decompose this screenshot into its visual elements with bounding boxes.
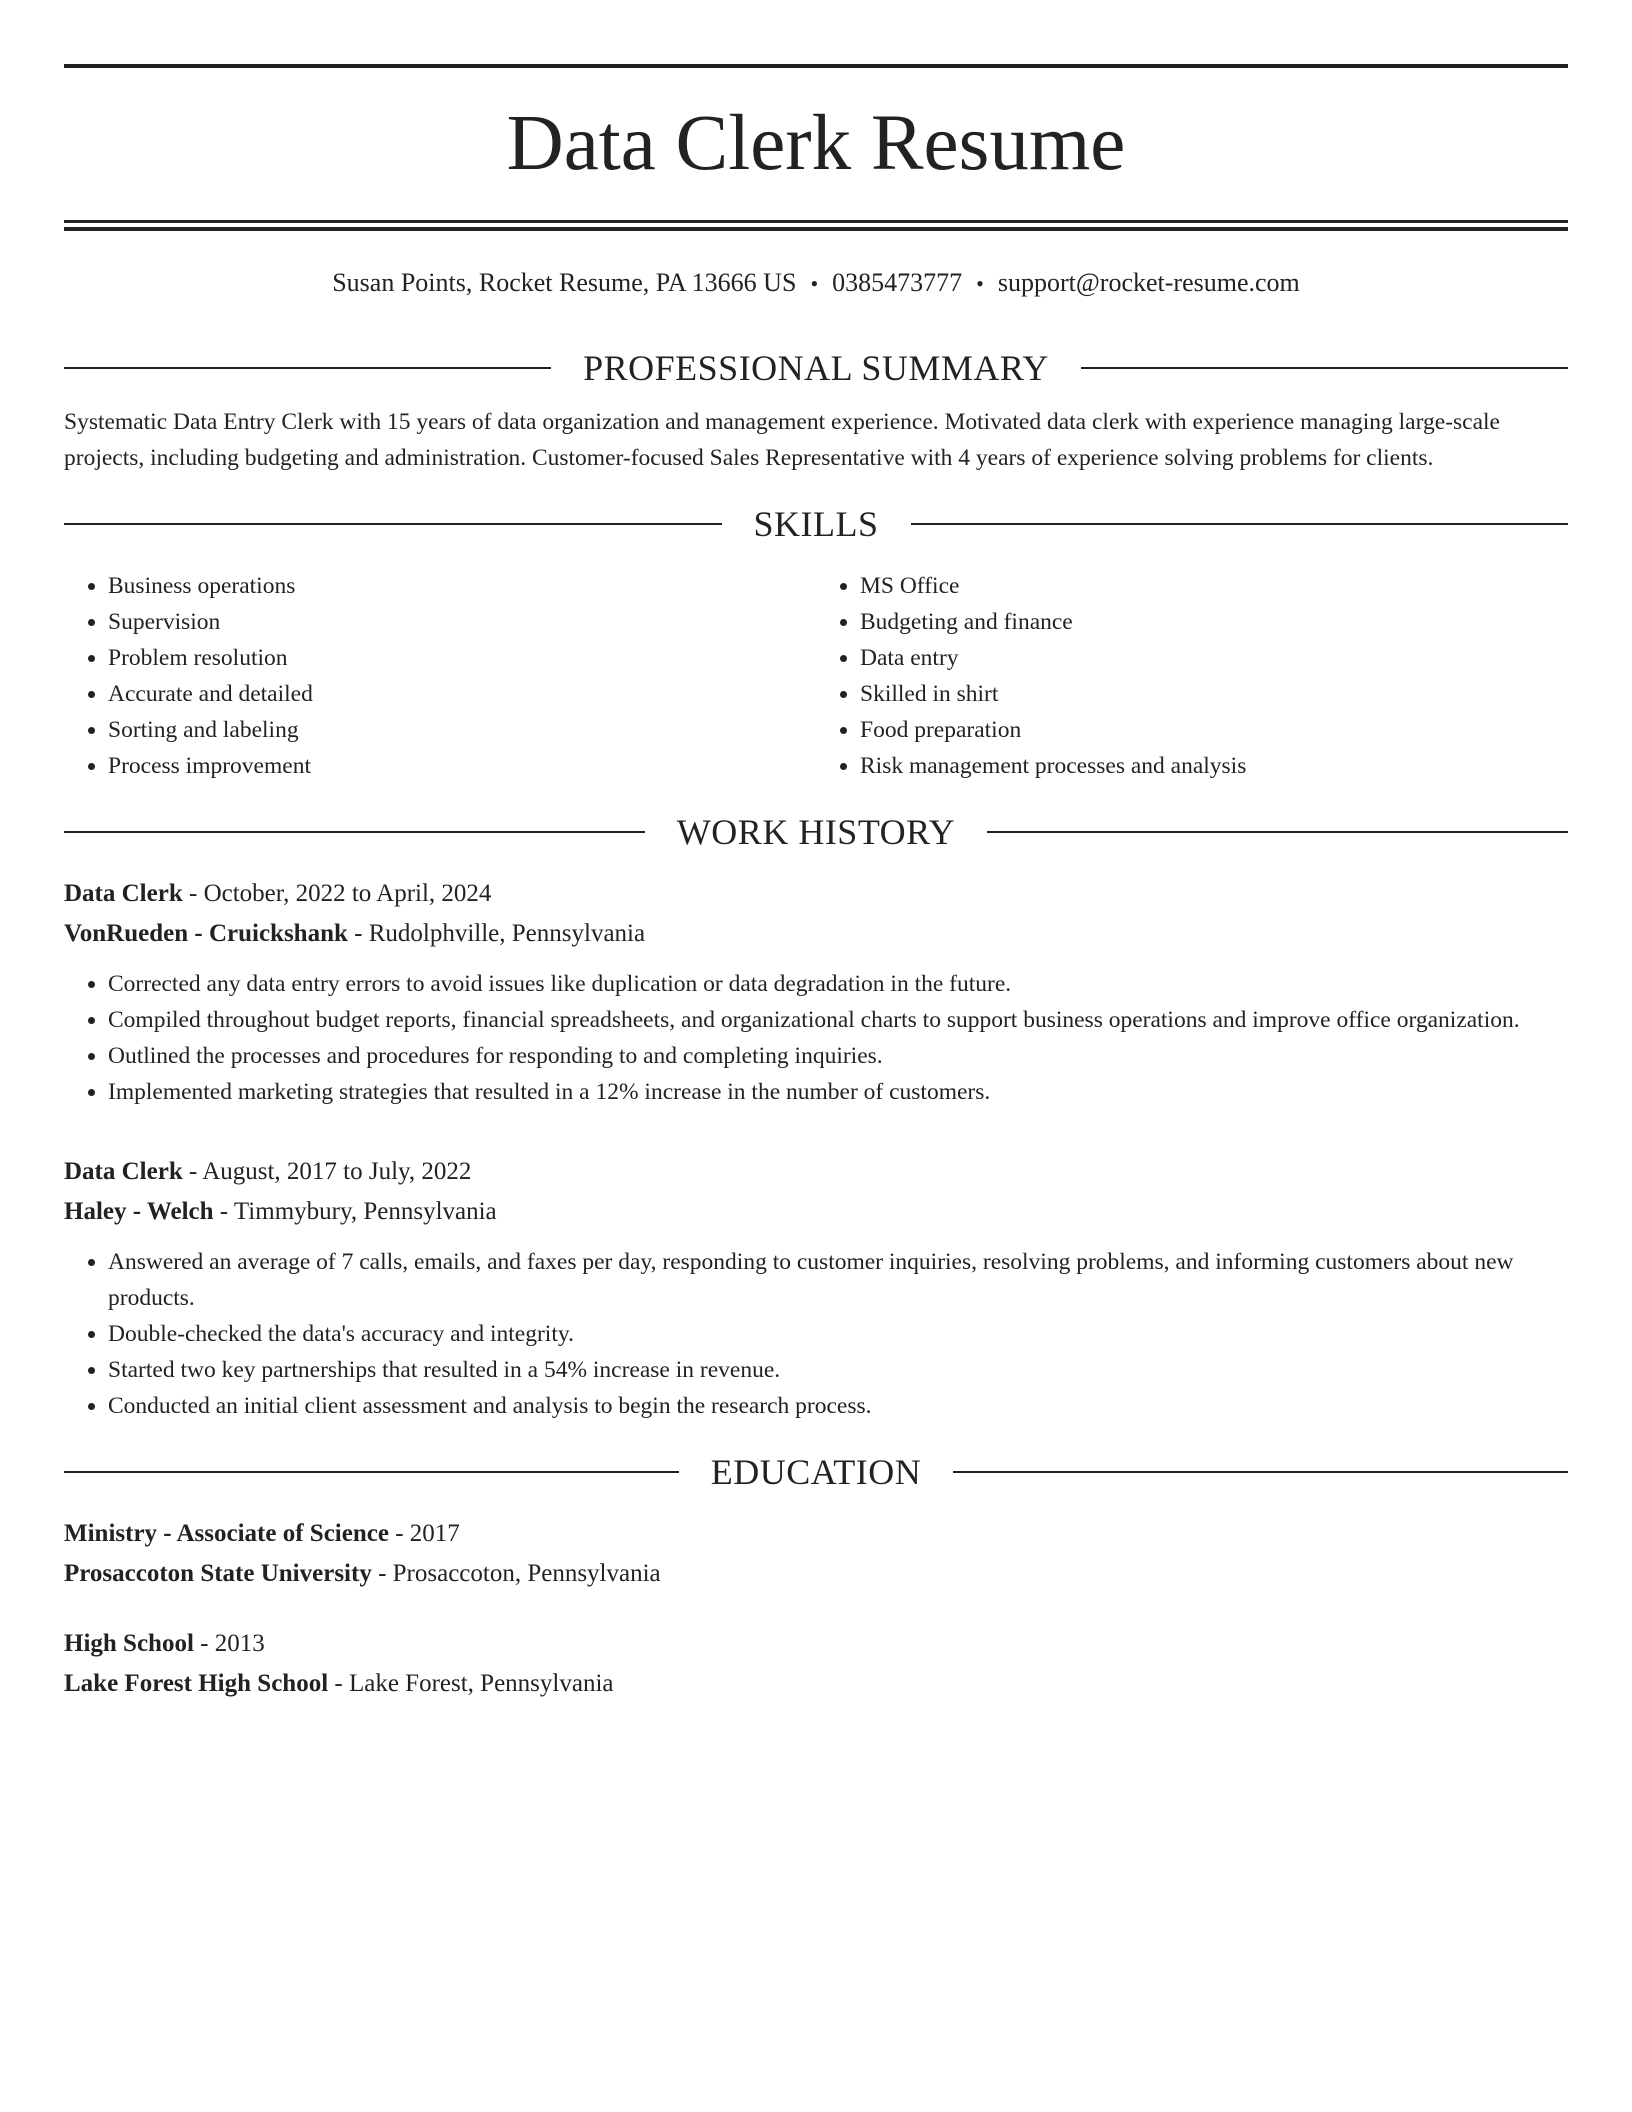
resume-title: Data Clerk Resume xyxy=(506,100,1126,187)
job-bullet: • Outlined the processes and procedures for responding to and completing inquiries. xyxy=(108,1038,1568,1074)
degree: High School xyxy=(64,1630,194,1657)
contact-phone: 0385473777 xyxy=(832,268,963,297)
heading-rule-right xyxy=(1081,367,1568,369)
skill-item: • Food preparation xyxy=(860,712,1568,748)
heading-rule-right xyxy=(953,1471,1568,1473)
job-company: VonRueden - Cruickshank xyxy=(64,920,348,947)
skill-item: • MS Office xyxy=(860,568,1568,604)
skill-item: • Budgeting and finance xyxy=(860,604,1568,640)
job-bullet: • Started two key partnerships that resulted in a 54% increase in revenue. xyxy=(108,1352,1568,1388)
title-double-rule xyxy=(64,220,1568,231)
degree-line: Ministry - Associate of Science - 2017 xyxy=(64,1520,460,1547)
job-title-line: Data Clerk - October, 2022 to April, 2024 xyxy=(64,880,492,907)
job-location: Rudolphville, Pennsylvania xyxy=(368,920,646,947)
job-dates: October, 2022 to April, 2024 xyxy=(203,880,492,907)
contact-address: Susan Points, Rocket Resume, PA 13666 US xyxy=(332,268,797,297)
skill-item: • Risk management processes and analysis xyxy=(860,748,1568,784)
heading-rule-right xyxy=(911,523,1569,525)
school-line: Prosaccoton State University - Prosaccoton, Pennsylvania xyxy=(64,1560,661,1587)
summary-heading: PROFESSIONAL SUMMARY xyxy=(583,348,1049,388)
education-section-heading xyxy=(64,1450,1568,1494)
degree: Ministry - Associate of Science xyxy=(64,1520,389,1547)
skill-item: • Process improvement xyxy=(108,748,816,784)
job-bullet: • Implemented marketing strategies that resulted in a 12% increase in the number of customers. xyxy=(108,1074,1568,1110)
job-bullet: • Conducted an initial client assessment and analysis to begin the research process. xyxy=(108,1388,1568,1424)
job-company-line: Haley - Welch - Timmybury, Pennsylvania xyxy=(64,1198,497,1225)
education-entry xyxy=(64,1624,1568,1704)
skill-item: • Sorting and labeling xyxy=(108,712,816,748)
skill-item: • Problem resolution xyxy=(108,640,816,676)
education-entry xyxy=(64,1514,1568,1594)
contact-email[interactable]: support@rocket-resume.com xyxy=(997,268,1300,297)
school-location: Prosaccoton, Pennsylvania xyxy=(392,1560,661,1587)
contact-separator: • xyxy=(810,271,819,296)
education-heading: EDUCATION xyxy=(710,1452,922,1492)
work-entry xyxy=(64,874,1568,1110)
degree-year: 2017 xyxy=(409,1520,460,1547)
job-bullet: • Double-checked the data's accuracy and integrity. xyxy=(108,1316,1568,1352)
job-title: Data Clerk xyxy=(64,880,183,907)
job-company: Haley - Welch xyxy=(64,1198,214,1225)
summary-section-heading xyxy=(64,346,1568,390)
job-bullets xyxy=(64,1244,1568,1424)
skill-item: • Business operations xyxy=(108,568,816,604)
degree-line: High School - 2013 xyxy=(64,1630,265,1657)
heading-rule-left xyxy=(64,367,551,369)
skill-item: • Skilled in shirt xyxy=(860,676,1568,712)
summary-text: Systematic Data Entry Clerk with 15 years of data organization and management experience. Motivated data clerk with experience managing large-scale projects, including budgeting and administration. Customer-focused Sales Representative with 4 years of experience solving problems for clients. xyxy=(64,409,1500,471)
top-rule xyxy=(64,64,1568,68)
job-dates: August, 2017 to July, 2022 xyxy=(202,1158,472,1185)
job-company-line: VonRueden - Cruickshank - Rudolphville, Pennsylvania xyxy=(64,920,646,947)
job-title: Data Clerk xyxy=(64,1158,183,1185)
skills-heading: SKILLS xyxy=(753,504,879,544)
skills-list-right xyxy=(816,568,1568,784)
contact-separator: • xyxy=(976,271,984,296)
school: Prosaccoton State University xyxy=(64,1560,372,1587)
skill-item: • Accurate and detailed xyxy=(108,676,816,712)
skills-columns xyxy=(64,568,1568,784)
skill-item: • Supervision xyxy=(108,604,816,640)
work-heading: WORK HISTORY xyxy=(676,812,956,852)
job-bullet: • Compiled throughout budget reports, financial spreadsheets, and organizational charts to support business operations and improve office organization. xyxy=(108,1002,1568,1038)
school-location: Lake Forest, Pennsylvania xyxy=(348,1670,614,1697)
resume-page xyxy=(64,64,1568,1704)
school-line: Lake Forest High School - Lake Forest, Pennsylvania xyxy=(64,1670,614,1697)
work-entry xyxy=(64,1152,1568,1424)
heading-rule-left xyxy=(64,1471,679,1473)
job-location: Timmybury, Pennsylvania xyxy=(233,1198,497,1225)
heading-rule-left xyxy=(64,831,645,833)
school: Lake Forest High School xyxy=(64,1670,329,1697)
contact-line xyxy=(64,265,1568,302)
skills-section-heading xyxy=(64,502,1568,546)
heading-rule-left xyxy=(64,523,722,525)
job-bullet: • Corrected any data entry errors to avoid issues like duplication or data degradation in the future. xyxy=(108,966,1568,1002)
job-bullets xyxy=(64,966,1568,1110)
skills-list-left xyxy=(64,568,816,784)
skill-item: • Data entry xyxy=(860,640,1568,676)
work-section-heading xyxy=(64,810,1568,854)
degree-year: 2013 xyxy=(214,1630,265,1657)
job-title-line: Data Clerk - August, 2017 to July, 2022 xyxy=(64,1158,472,1185)
heading-rule-right xyxy=(987,831,1568,833)
job-bullet: • Answered an average of 7 calls, emails, and faxes per day, responding to customer inquiries, resolving problems, and informing customers about new products. xyxy=(108,1244,1568,1316)
